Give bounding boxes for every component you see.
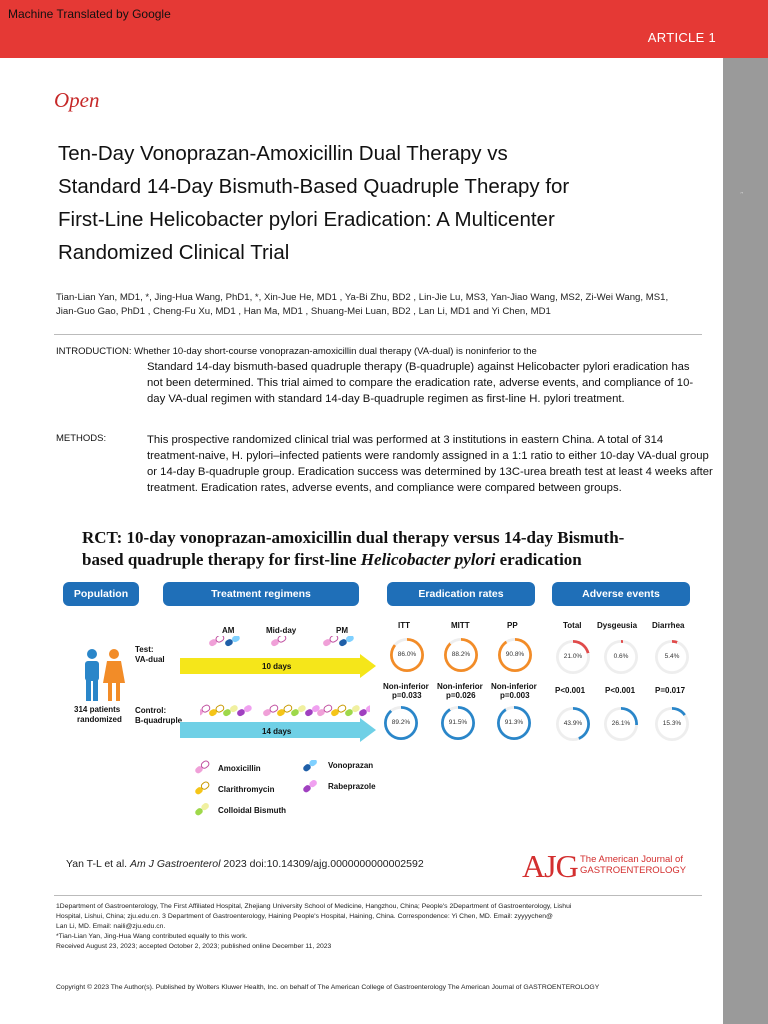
- title-line: Ten-Day Vonoprazan-Amoxicillin Dual Therapy vs: [58, 142, 508, 165]
- author-line: Jian-Guo Gao, PhD1 , Cheng-Fu Xu, MD1 , Han Ma, MD1 , Shuang-Mei Luan, BD2 , Lan Li, MD1 and Yi Chen, MD1: [56, 306, 551, 317]
- adverse-label-total: Total: [563, 621, 582, 630]
- eradication-header: Eradication rates: [387, 582, 535, 606]
- mitt-control-rate: 91.5%: [441, 706, 475, 740]
- itt-test-rate: 86.0%: [390, 638, 424, 672]
- amoxicillin-capsule-icon: [322, 636, 339, 647]
- patients-icon: [80, 648, 128, 704]
- control-group-name: B-quadruple: [135, 716, 183, 725]
- diarrhea-control-rate: 15.3%: [655, 707, 689, 741]
- footnote-line: Received August 23, 2023; accepted October 2, 2023; published online December 11, 2023: [56, 943, 332, 950]
- introduction-lead: INTRODUCTION: Whether 10-day short-course vonoprazan-amoxicillin dual therapy (VA-dual) is noninferior to the: [56, 346, 537, 357]
- pp-noninferior: Non-inferior: [491, 682, 537, 691]
- legend-amoxicillin: Amoxicillin: [218, 764, 261, 773]
- author-list: [56, 291, 716, 319]
- footnote-line: 1Department of Gastroenterology, The First Affiliated Hospital, Zhejiang University School of Medicine, Hangzhou, China; People's 2Department of Gastroenterology, Lishui: [56, 903, 572, 910]
- title-line: Randomized Clinical Trial: [58, 241, 290, 264]
- test-group-name: VA-dual: [135, 655, 165, 664]
- figure-title: [82, 527, 702, 571]
- dysgeusia-p-value: P<0.001: [605, 686, 636, 695]
- mitt-test-rate: 88.2%: [444, 638, 478, 672]
- author-line: Tian-Lian Yan, MD1, *, Jing-Hua Wang, PhD1, *, Xin-Jue He, MD1 , Ya-Bi Zhu, BD2 , Lin-Jie Lu, MS3, Yan-Jiao Wang, MS2, Zi-Wei Wang, MS1,: [56, 292, 669, 303]
- pp-control-rate: 91.3%: [497, 706, 531, 740]
- population-header: Population: [63, 582, 139, 606]
- legend-bismuth: Colloidal Bismuth: [218, 806, 286, 815]
- figure-title-text: eradication: [495, 550, 582, 569]
- mitt-noninferior: Non-inferior: [437, 682, 483, 691]
- total-p-value: P<0.001: [555, 686, 586, 695]
- vonoprazan-capsule-icon: [338, 636, 355, 647]
- amoxicillin-capsule-icon: [208, 636, 225, 647]
- rabeprazole-legend-icon: [302, 779, 318, 794]
- methods-body: This prospective randomized clinical trial was performed at 3 institutions in eastern China. A total of 314 treatment-naive, H. pylori–infected patients were randomly assigned in a 1:1 ratio to either 10-day VA-dual group or 14-day B-quadruple group. Eradication success was determined by 13C-urea breath test at least 4 weeks after treatment. Eradication rates, adverse events, and compliance were compared between groups.: [147, 434, 713, 494]
- article-label: ARTICLE 1: [647, 30, 716, 45]
- ajg-logo: AJG: [522, 848, 578, 884]
- itt-p-value: p=0.033: [392, 691, 422, 700]
- introduction-body: Standard 14-day bismuth-based quadruple therapy (B-quadruple) against Helicobacter pylori eradication has not been determined. This trial aimed to compare the eradication rate, adverse events, and compliance of 10-day VA-dual regimen with standard 14-day B-quadruple regimen as first-line H. pylori treatment.: [147, 361, 694, 405]
- copyright: Copyright © 2023 The Author(s). Published by Wolters Kluwer Health, Inc. on behalf of The American College of Gastroenterology The American Journal of GASTROENTEROLOGY: [56, 984, 600, 991]
- test-duration-label: 10 days: [262, 662, 292, 671]
- itt-noninferior: Non-inferior: [383, 682, 429, 691]
- open-access-label: Open: [54, 88, 100, 112]
- citation-journal: Am J Gastroenterol: [130, 858, 221, 870]
- patient-count: 314 patients: [74, 705, 121, 714]
- control-duration-label: 14 days: [262, 727, 292, 736]
- test-group-label: Test:: [135, 645, 154, 654]
- amoxicillin-capsule-icon: [270, 636, 287, 647]
- article-title: [58, 137, 698, 269]
- dysgeusia-control-rate: 26.1%: [604, 707, 638, 741]
- citation: [66, 858, 424, 870]
- time-midday: Mid-day: [266, 626, 297, 635]
- legend-rabeprazole: Rabeprazole: [328, 782, 376, 791]
- eradication-label-pp: PP: [507, 621, 518, 630]
- methods-label: METHODS:: [56, 433, 107, 444]
- eradication-label-itt: ITT: [398, 621, 410, 630]
- itt-control-rate: 89.2%: [384, 706, 418, 740]
- footnote-line: Lan Li, MD. Email: naili@zju.edu.cn.: [56, 923, 166, 930]
- vonoprazan-legend-icon: [302, 760, 318, 773]
- legend-clarithromycin: Clarithromycin: [218, 785, 275, 794]
- clarithromycin-legend-icon: [194, 781, 210, 796]
- journal-name-line2: GASTROENTEROLOGY: [580, 865, 687, 876]
- control-group-label: Control:: [135, 706, 167, 715]
- figure-title-text: based quadruple therapy for first-line: [82, 550, 361, 569]
- amoxicillin-legend-icon: [194, 760, 210, 775]
- adverse-label-diarrhea: Diarrhea: [652, 621, 685, 630]
- footnotes: [56, 902, 706, 952]
- divider: [54, 334, 702, 335]
- legend-vonoprazan: Vonoprazan: [328, 761, 374, 770]
- total-test-rate: 21.0%: [556, 640, 590, 674]
- bismuth-legend-icon: [194, 802, 210, 817]
- title-line: First-Line Helicobacter pylori Eradication: A Multicenter: [58, 208, 555, 231]
- total-control-rate: 43.9%: [556, 707, 590, 741]
- machine-translated-label: Machine Translated by Google: [8, 7, 171, 21]
- title-line: Standard 14-Day Bismuth-Based Quadruple Therapy for: [58, 175, 570, 198]
- vonoprazan-capsule-icon: [224, 636, 241, 647]
- pp-p-value: p=0.003: [500, 691, 530, 700]
- mitt-p-value: p=0.026: [446, 691, 476, 700]
- footnote-line: Hospital, Lishui, China; zju.edu.cn. 3 Department of Gastroenterology, Haining People's Hospital, Haining, China. Correspondence: Yi Chen, MD. Email: zyyyychen@: [56, 913, 553, 920]
- diarrhea-p-value: P=0.017: [655, 686, 686, 695]
- side-note: 1: [739, 191, 744, 194]
- journal-name: [580, 854, 686, 876]
- figure-title-species: Helicobacter pylori: [360, 550, 496, 569]
- patient-count-sub: randomized: [77, 715, 122, 724]
- dysgeusia-test-rate: 0.6%: [604, 640, 638, 674]
- figure-title-line2: [82, 549, 702, 571]
- citation-doi: 2023 doi:10.14309/ajg.0000000000002592: [220, 858, 424, 870]
- time-am: AM: [222, 626, 235, 635]
- pp-test-rate: 90.8%: [498, 638, 532, 672]
- time-pm: PM: [336, 626, 348, 635]
- diarrhea-test-rate: 5.4%: [655, 640, 689, 674]
- adverse-header: Adverse events: [552, 582, 690, 606]
- eradication-label-mitt: MITT: [451, 621, 470, 630]
- citation-authors: Yan T-L et al.: [66, 858, 131, 870]
- regimens-header: Treatment regimens: [163, 582, 359, 606]
- adverse-label-dysgeusia: Dysgeusia: [597, 621, 638, 630]
- footnote-line: *Tian-Lian Yan, Jing-Hua Wang contributed equally to this work.: [56, 933, 248, 940]
- side-strip: [723, 58, 768, 1024]
- figure-title-line1: RCT: 10-day vonoprazan-amoxicillin dual therapy versus 14-day Bismuth-: [82, 528, 625, 547]
- journal-name-line1: The American Journal of: [580, 854, 683, 865]
- divider: [54, 895, 702, 896]
